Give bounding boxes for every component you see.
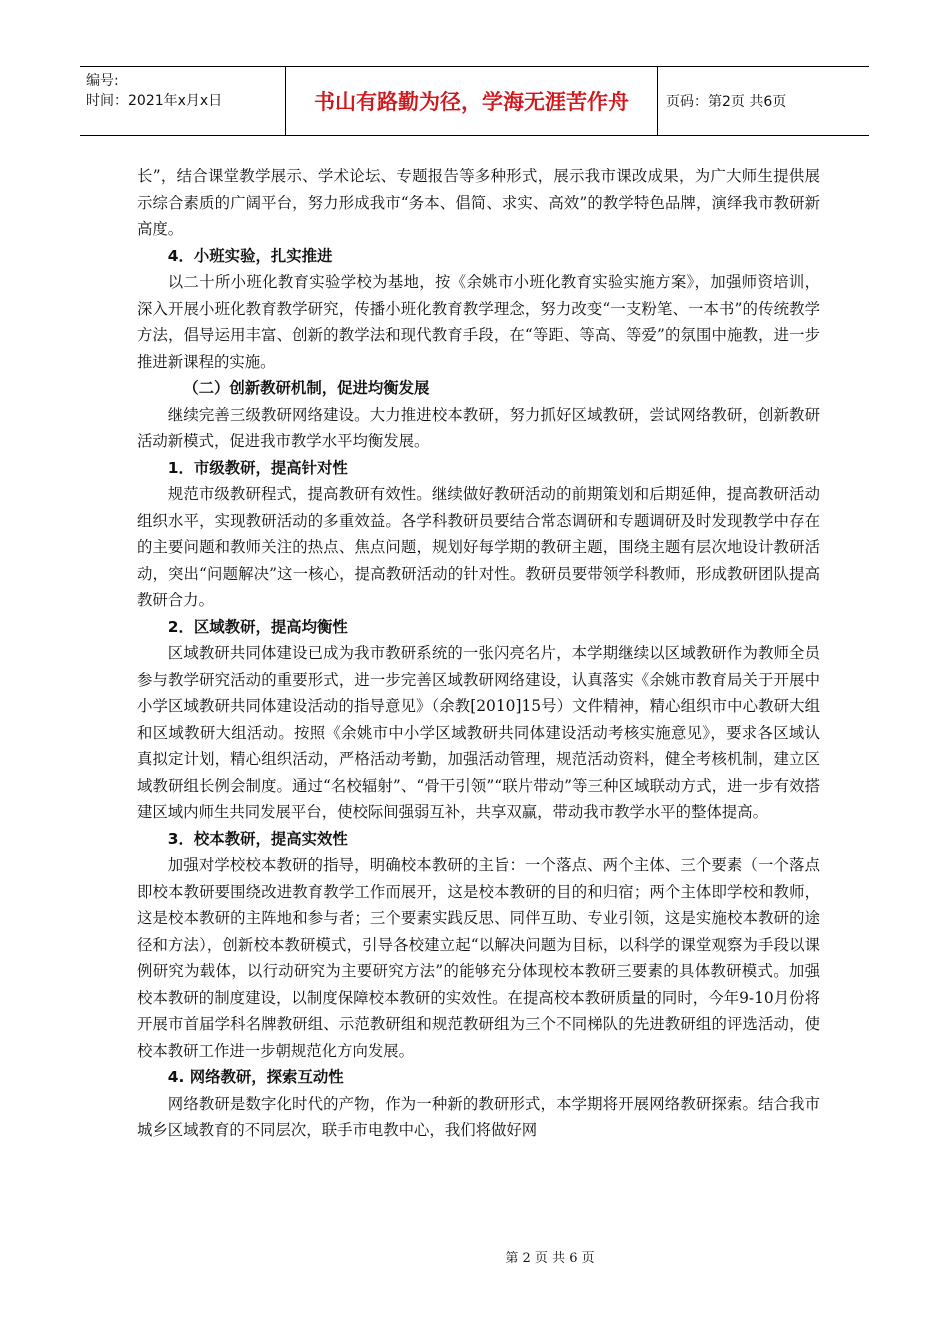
header-page-info: 页码：第2页 共6页 [666, 94, 787, 110]
section-heading: 4．小班实验，扎实推进 [167, 246, 333, 265]
page-footer: 第 2 页 共 6 页 [505, 1251, 595, 1266]
page-header [80, 66, 869, 136]
body-paragraph: 网络教研是数字化时代的产物，作为一种新的教研形式，本学期将开展网络教研探索。结合我市城乡区域教育的不同层次，联手市电教中心，我们将做好网 [137, 1094, 820, 1139]
section-heading: 3．校本教研，提高实效性 [167, 829, 348, 848]
header-meta [80, 67, 286, 135]
document-body [137, 163, 820, 1144]
document-number-label: 编号: [86, 73, 119, 89]
body-paragraph: 区域教研共同体建设已成为我市教研系统的一张闪亮名片，本学期继续以区域教研作为教师全员参与教学研究活动的重要形式，进一步完善区域教研网络建设，认真落实《余姚市教育局关于开展中小学区域教研共同体建设活动的指导意见》（余教[2010]15号）文件精神，精心组织市中心教研大组和区域教研大组活动。按照《余姚市中小学区域教研共同体建设活动考核实施意见》，要求各区域认真拟定计划，精心组织活动，严格活动考勤，加强活动管理，规范活动资料，健全考核机制，建立区域教研组长例会制度。通过“名校辐射”、“骨干引领”“联片带动”等三种区域联动方式，进一步有效搭建区域内师生共同发展平台，使校际间强弱互补，共享双赢，带动我市教学水平的整体提高。 [137, 644, 820, 821]
section-heading: 1．市级教研，提高针对性 [167, 458, 348, 477]
body-paragraph: 规范市级教研程式，提高教研有效性。继续做好教研活动的前期策划和后期延伸，提高教研活动组织水平，实现教研活动的多重效益。各学科教研员要结合常态调研和专题调研及时发现教学中存在的主要问题和教师关注的热点、焦点问题，规划好每学期的教研主题，围绕主题有层次地设计教研活动，突出“问题解决”这一核心，提高教研活动的针对性。教研员要带领学科教师，形成教研团队提高教研合力。 [137, 485, 820, 609]
body-paragraph: 继续完善三级教研网络建设。大力推进校本教研，努力抓好区域教研，尝试网络教研，创新教研活动新模式，促进我市教学水平均衡发展。 [137, 405, 820, 450]
body-paragraph: 加强对学校校本教研的指导，明确校本教研的主旨：一个落点、两个主体、三个要素（一个落点即校本教研要围绕改进教育教学工作而展开，这是校本教研的目的和归宿；两个主体即学校和教师，这是校本教研的主阵地和参与者；三个要素实践反思、同伴互助、专业引领，这是实施校本教研的途径和方法），创新校本教研模式，引导各校建立起“以解决问题为目标，以科学的课堂观察为手段以课例研究为载体，以行动研究为主要研究方法”的能够充分体现校本教研三要素的具体教研模式。加强校本教研的制度建设，以制度保障校本教研的实效性。在提高校本教研质量的同时，今年9-10月份将开展市首届学科名牌教研组、示范教研组和规范教研组为三个不同梯队的先进教研组的评选活动，使校本教研工作进一步朝规范化方向发展。 [137, 856, 820, 1060]
section-heading: （二）创新教研机制，促进均衡发展 [183, 379, 430, 397]
body-paragraph: 以二十所小班化教育实验学校为基地，按《余姚市小班化教育实验实施方案》，加强师资培训，深入开展小班化教育教学研究，传播小班化教育教学理念，努力改变“一支粉笔、一本书”的传统教学方法，倡导运用丰富、创新的教学法和现代教育手段，在“等距、等高、等爱”的氛围中施教，进一步推进新课程的实施。 [137, 273, 820, 371]
section-heading: 2．区域教研，提高均衡性 [167, 617, 348, 636]
section-heading: 4. 网络教研，探索互动性 [167, 1068, 344, 1086]
body-paragraph: 长”，结合课堂教学展示、学术论坛、专题报告等多种形式，展示我市课改成果，为广大师生提供展示综合素质的广阔平台，努力形成我市“务本、倡简、求实、高效”的教学特色品牌，演绎我市教研新高度。 [137, 167, 820, 238]
header-motto: 书山有路勤为径，学海无涯苦作舟 [286, 67, 658, 135]
document-time-label: 时间：2021年x月x日 [86, 93, 223, 109]
